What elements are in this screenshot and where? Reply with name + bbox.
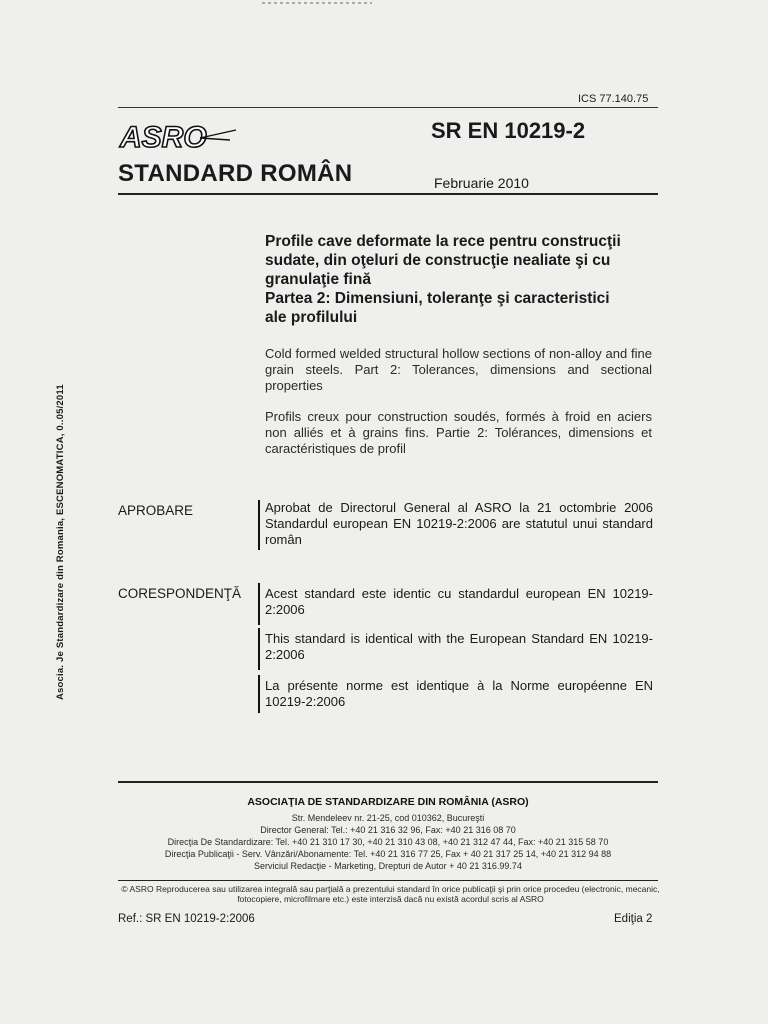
corespondenta-ro: Acest standard este identic cu standardul european EN 10219-2:2006 — [265, 586, 653, 617]
corespondenta-fr: La présente norme est identique à la Norme européenne EN 10219-2:2006 — [265, 678, 653, 709]
title-ro-line: Profile cave deformate la rece pentru construcţii — [265, 233, 621, 250]
title-ro-line: sudate, din oţeluri de construcţie nealiate şi cu — [265, 252, 611, 269]
corespondenta-label: CORESPONDENŢĂ — [118, 586, 242, 601]
title-french: Profils creux pour construction soudés, formés à froid en aciers non alliés et à grains fins. Partie 2: Tolérances, dimensions et caractéristiques de profil — [265, 409, 652, 456]
top-rule — [118, 107, 658, 108]
margin-bar — [258, 628, 260, 670]
margin-bar — [258, 675, 260, 713]
asro-logo — [118, 114, 238, 158]
side-watermark: Asocia. Je Standardizare din Romania, ESCENOMATICA, 0..05/2011 — [55, 384, 66, 700]
footer-line: Director General: Tel.: +40 21 316 32 96, Fax: +40 21 316 08 70 — [260, 825, 516, 835]
ics-code: ICS 77.140.75 — [578, 93, 649, 105]
footer-rule — [118, 781, 658, 783]
title-ro-line: Partea 2: Dimensiuni, toleranţe şi caracteristici — [265, 290, 610, 307]
logo-text: ASRO — [120, 121, 207, 154]
footer-rule-thin — [118, 880, 658, 881]
corespondenta-en: This standard is identical with the European Standard EN 10219-2:2006 — [265, 631, 653, 662]
aprobare-text: Aprobat de Directorul General al ASRO la 21 octombrie 2006 Standardul european EN 10219-2:2006 are statutul unui standard român — [265, 500, 653, 547]
footer-line: Str. Mendeleev nr. 21-25, cod 010362, Bucureşti — [291, 813, 485, 823]
footer-line: Direcţia Publicaţii - Serv. Vânzări/Abonamente: Tel. +40 21 316 77 25, Fax + 40 21 317 25 14, +40 21 312 94 88 — [164, 849, 612, 859]
footer-association: ASOCIAŢIA DE STANDARDIZARE DIN ROMÂNIA (ASRO) — [247, 796, 529, 808]
edition: Ediţia 2 — [614, 913, 653, 925]
title-romanian — [265, 232, 652, 327]
header-rule — [118, 193, 658, 195]
publication-date: Februarie 2010 — [434, 175, 529, 191]
title-ro-line: ale profilului — [265, 309, 358, 326]
title-ro-line: granulaţie fină — [265, 271, 371, 288]
title-english: Cold formed welded structural hollow sections of non-alloy and fine grain steels. Part 2: Tolerances, dimensions and sectional properties — [265, 346, 652, 393]
copyright-notice: © ASRO Reproducerea sau utilizarea integrală sau parţială a prezentului standard în orice publicaţii şi prin orice procedeu (electronic, mecanic, fotocopiere, microfilmare etc.) este interzisă dacă nu există acordul scris al ASRO — [121, 884, 660, 904]
margin-bar — [258, 583, 260, 625]
aprobare-label: APROBARE — [118, 503, 194, 518]
reference: Ref.: SR EN 10219-2:2006 — [118, 913, 255, 925]
scan-artifact — [262, 2, 372, 4]
standard-code: SR EN 10219-2 — [431, 118, 586, 143]
footer-line: Serviciul Redacţie - Marketing, Drepturi de Autor + 40 21 316.99.74 — [254, 861, 522, 871]
standard-heading: STANDARD ROMÂN — [118, 160, 353, 187]
margin-bar — [258, 500, 260, 550]
footer-line: Direcţia De Standardizare: Tel. +40 21 310 17 30, +40 21 310 43 08, +40 21 312 47 44, Fax: +40 21 315 58 70 — [167, 837, 609, 847]
